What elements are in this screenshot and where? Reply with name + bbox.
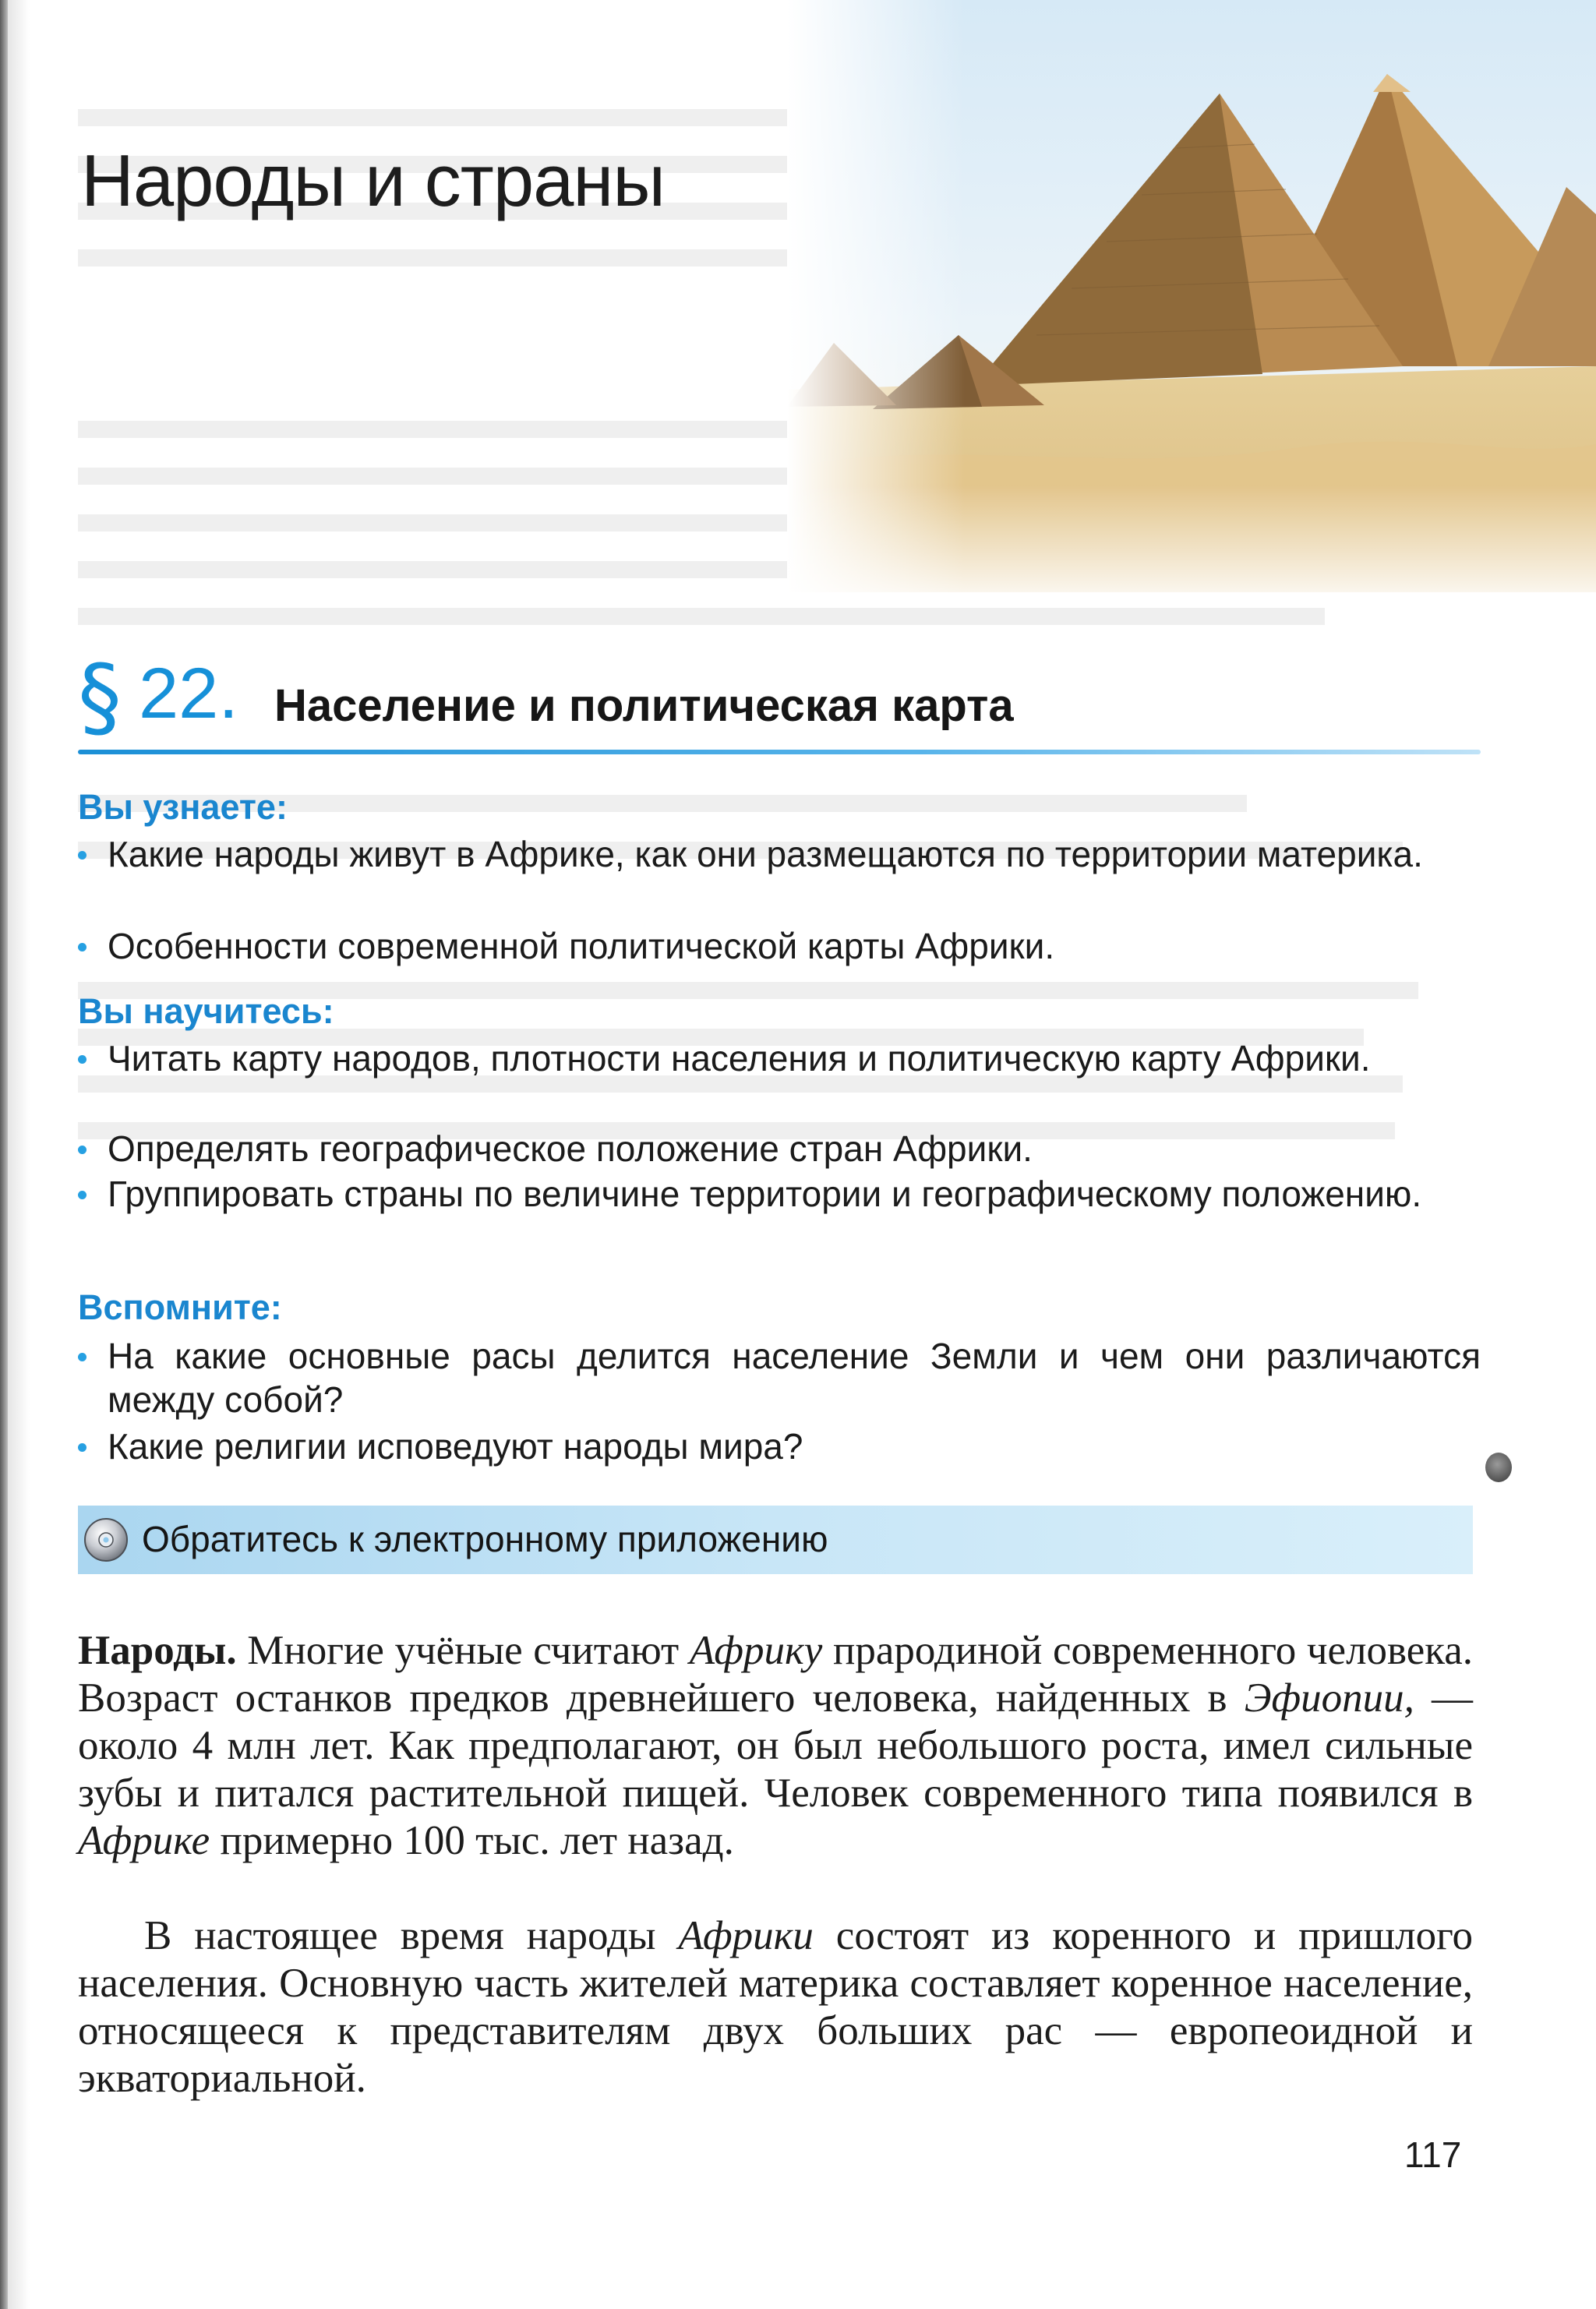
skills-item: Определять географическое положение стран Африки. xyxy=(78,1127,1481,1170)
skills-item: Читать карту народов, плотности населения и политическую карту Африки. xyxy=(78,1036,1481,1080)
skills-item: Группировать страны по величине территории и географическому положению. xyxy=(78,1172,1481,1216)
recall-item: Какие религии исповедуют народы мира? xyxy=(78,1425,1481,1468)
pyramids-photo xyxy=(787,0,1596,592)
bullet-dot-icon xyxy=(78,943,87,951)
section-rule xyxy=(78,750,1481,754)
cd-disc-icon xyxy=(83,1516,129,1563)
section-sign: § xyxy=(78,647,122,748)
book-spine xyxy=(0,0,8,2309)
section-title: Население и политическая карта xyxy=(274,680,1014,731)
skills-label: Вы научитесь: xyxy=(78,991,334,1031)
section-header xyxy=(78,647,1481,748)
recall-item: На какие основные расы делится население Земли и чем они различаются между собой? xyxy=(78,1334,1481,1421)
spine-shadow xyxy=(8,0,30,2309)
body-paragraph-2: В настоящее время народы Африки состоят из коренного и пришлого населения. Основную часть жителей материка составляет коренное население, относящееся к представителям двух больших рас — европеоидной и экваториальной. xyxy=(78,1913,1473,2101)
section-number: 22. xyxy=(139,654,238,733)
bullet-dot-icon xyxy=(78,851,87,860)
body-paragraph-1: Народы. Многие учёные считают Африку прародиной современного человека. Возраст останков предков древнейшего человека, найденных в Эфиопии, — около 4 млн лет. Как предполагают, он был небольшого роста, имел сильные зубы и питался растительной пищей. Человек современного типа появился в Африке примерно 100 тыс. лет назад. xyxy=(78,1628,1474,1863)
bullet-dot-icon xyxy=(78,1146,87,1154)
bullet-dot-icon xyxy=(78,1191,87,1199)
electronic-appendix-band[interactable] xyxy=(78,1506,1473,1574)
learn-item: Особенности современной политической карты Африки. xyxy=(78,924,1481,968)
chapter-title: Народы и страны xyxy=(81,139,665,221)
bullet-dot-icon xyxy=(78,1055,87,1064)
electronic-appendix-text: Обратитесь к электронному приложению xyxy=(142,1519,828,1559)
ink-blot xyxy=(1485,1453,1512,1482)
bullet-dot-icon xyxy=(78,1353,87,1361)
learn-item: Какие народы живут в Африке, как они размещаются по территории материка. xyxy=(78,832,1481,876)
bullet-dot-icon xyxy=(78,1443,87,1452)
recall-label: Вспомните: xyxy=(78,1287,282,1327)
page-number: 117 xyxy=(1404,2134,1462,2175)
learn-label: Вы узнаете: xyxy=(78,787,288,827)
